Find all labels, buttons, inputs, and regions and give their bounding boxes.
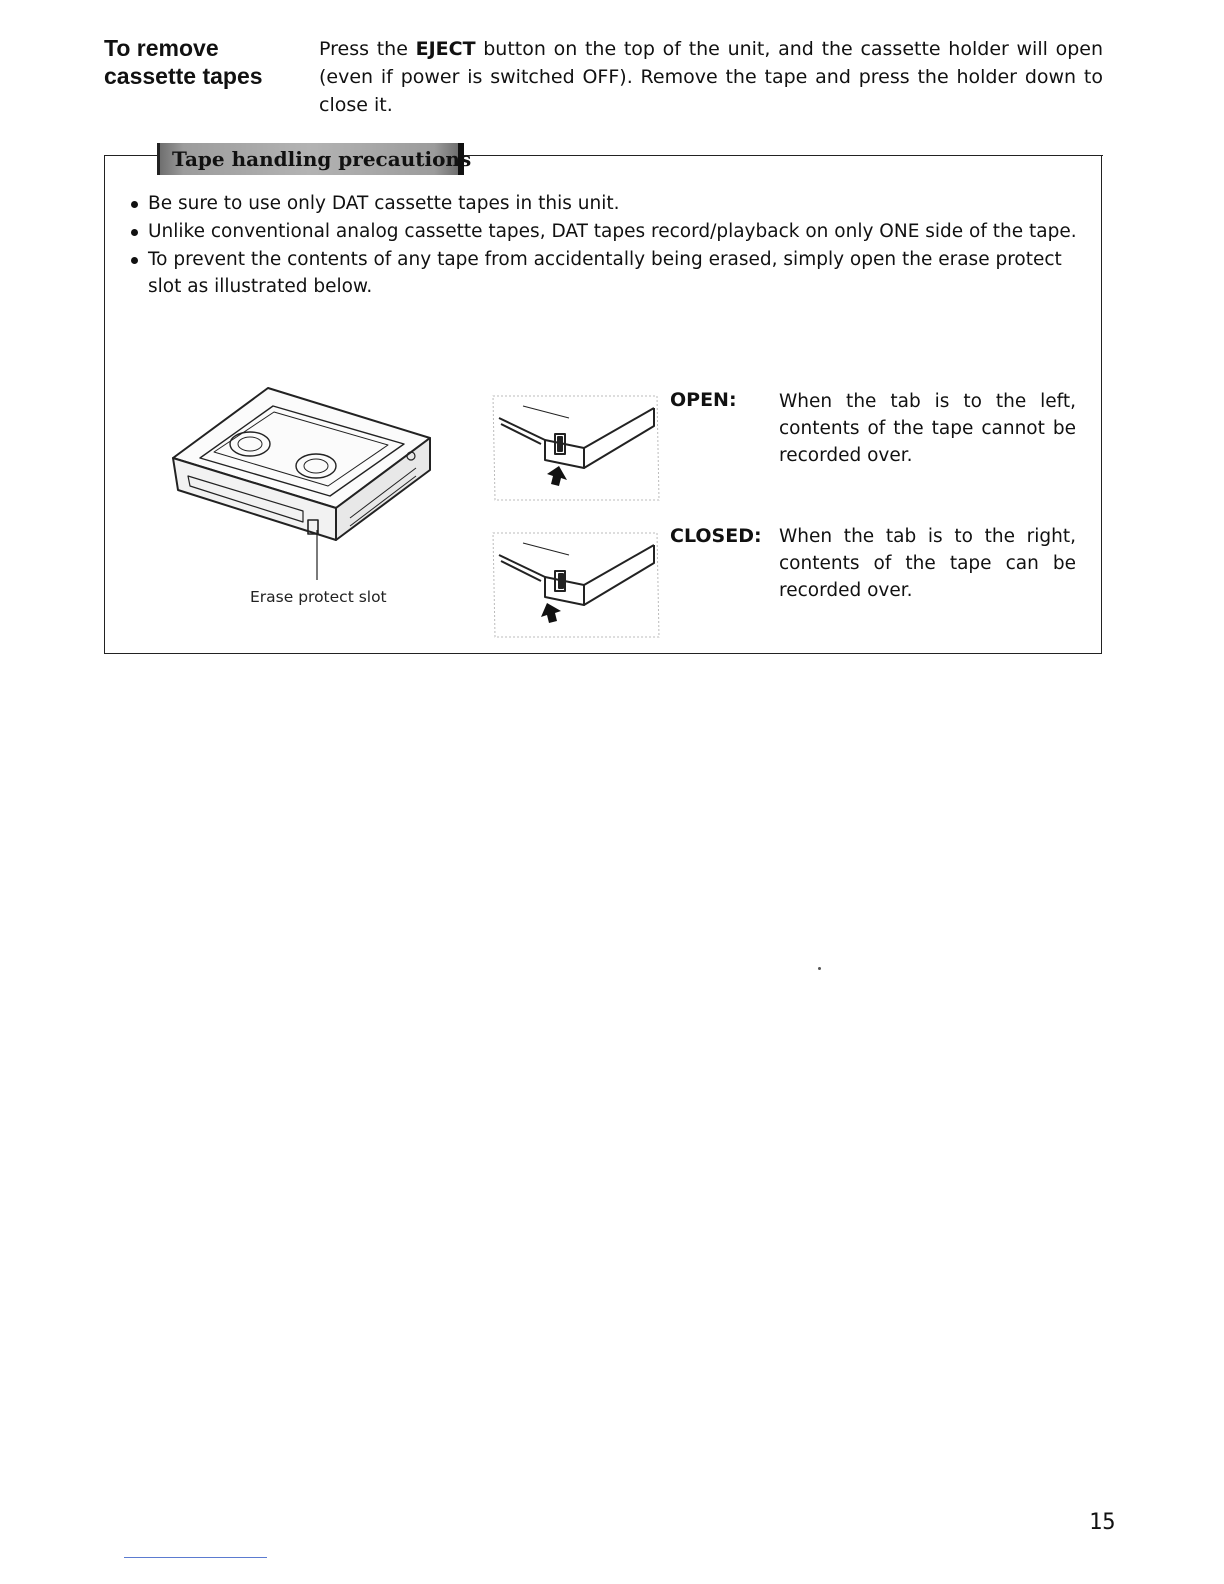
closed-label: CLOSED: [670, 525, 762, 547]
precaution-item: To prevent the contents of any tape from accidentally being erased, simply open the erase protect slot as illustrated below. [128, 246, 1078, 300]
dat-cassette-icon [168, 380, 438, 580]
precaution-item: Be sure to use only DAT cassette tapes in this unit. [128, 190, 1078, 217]
precaution-item: Unlike conventional analog cassette tapes, DAT tapes record/playback on only ONE side of the tape. [128, 218, 1078, 245]
precautions-heading: Tape handling precautions [157, 143, 464, 175]
tab-open-icon [489, 388, 664, 508]
eject-instructions [319, 35, 1103, 119]
closed-description: When the tab is to the right, contents of the tape can be recorded over. [779, 526, 1076, 601]
page-number: 15 [1089, 1510, 1116, 1535]
scan-speck [818, 967, 821, 970]
tab-closed-icon [489, 525, 664, 645]
open-label: OPEN: [670, 389, 737, 411]
intro-text-start: Press the [319, 38, 416, 60]
bottom-rule [124, 1557, 267, 1558]
section-title-line2: cassette tapes [104, 63, 263, 89]
erase-protect-caption: Erase protect slot [250, 588, 387, 606]
open-description: When the tab is to the left, contents of the tape cannot be recorded over. [779, 391, 1076, 466]
precautions-list [128, 190, 1078, 301]
intro-text-rest: button on the top of the unit, and the cassette holder will open (even if power is switched OFF). Remove the tape and press the holder down to close it. [319, 38, 1104, 116]
eject-keyword: EJECT [415, 38, 476, 60]
section-title-line1: To remove [104, 35, 219, 61]
section-title [104, 34, 304, 90]
